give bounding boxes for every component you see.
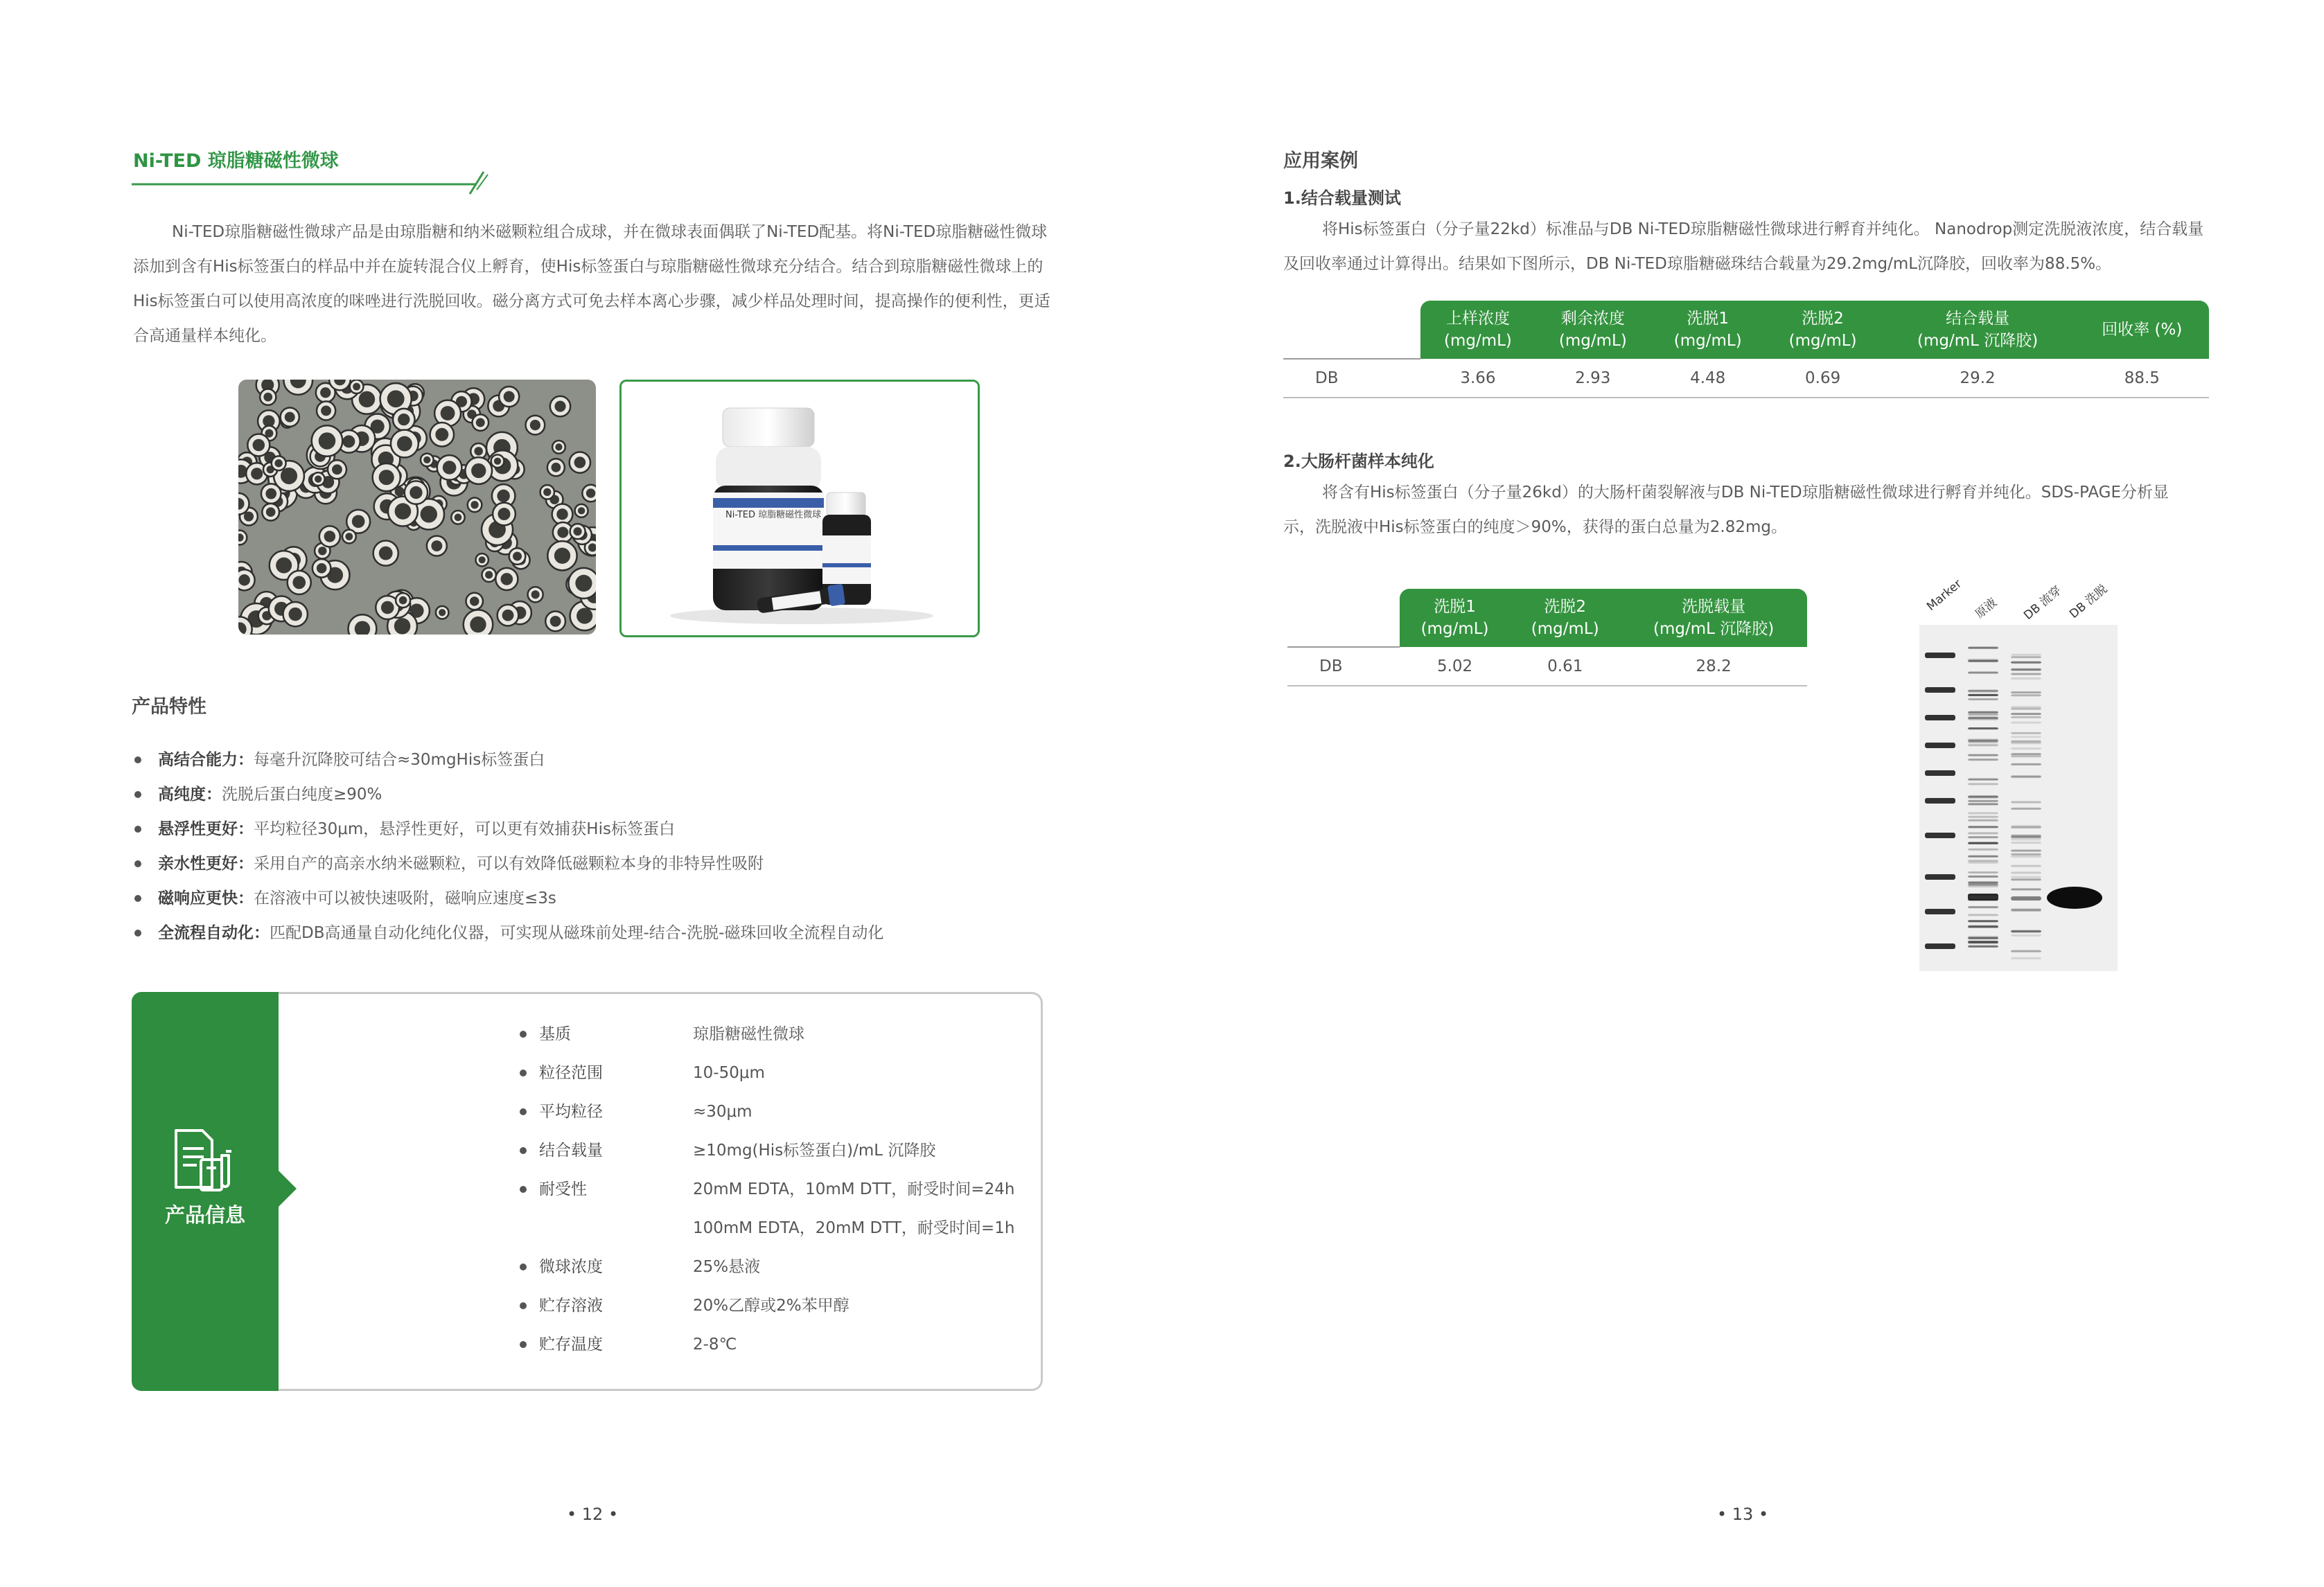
title-underline (132, 154, 492, 195)
col-header: 洗脱1 (mg/mL) (1400, 589, 1510, 647)
features-list (132, 743, 1060, 950)
table-corner (1287, 589, 1400, 647)
feature-item: 悬浮性更好：平均粒径30μm，悬浮性更好，可以更有效捕获His标签蛋白 (132, 812, 1060, 846)
col-header: 上样浓度 (mg/mL) (1420, 301, 1535, 359)
product-info-label: 产品信息 (164, 1203, 245, 1227)
section-title: Ni-TED 琼脂糖磁性微球 (133, 150, 339, 172)
feature-item: 高结合能力：每毫升沉降胶可结合≈30mgHis标签蛋白 (132, 743, 1060, 777)
reagent-bottles-image (622, 382, 978, 635)
col-header: 洗脱载量 (mg/mL 沉降胶) (1620, 589, 1807, 647)
feature-item: 全流程自动化：匹配DB高通量自动化纯化仪器，可实现从磁珠前处理-结合-洗脱-磁珠回收全流程自动化 (132, 916, 1060, 950)
bottle-label: Ni-TED 琼脂糖磁性微球 (725, 510, 822, 520)
page-number-right: • 13 • (1717, 1505, 1769, 1524)
microscope-image (238, 380, 596, 635)
col-header: 回收率 (%) (2075, 301, 2209, 359)
col-header: 洗脱2 (mg/mL) (1510, 589, 1620, 647)
page-number-left: • 12 • (567, 1505, 619, 1524)
table-row: DB 5.02 0.61 28.2 (1287, 647, 1807, 686)
gel-lane-label: DB 流穿 (2021, 583, 2065, 623)
table-row: DB 3.66 2.93 4.48 0.69 29.2 88.5 (1283, 359, 2209, 398)
feature-item: 磁响应更快：在溶液中可以被快速吸附，磁响应速度≤3s (132, 881, 1060, 916)
gel-lane-label: 原液 (1973, 595, 2000, 621)
case1-heading: 1.结合载量测试 (1283, 188, 1401, 208)
binding-capacity-table (1283, 301, 2209, 398)
product-photo (619, 380, 980, 637)
sds-page-gel-image (1919, 625, 2118, 971)
col-header: 剩余浓度 (mg/mL) (1535, 301, 1650, 359)
feature-item: 亲水性更好：采用自产的高亲水纳米磁颗粒，可以有效降低磁颗粒本身的非特异性吸附 (132, 846, 1060, 881)
col-header: 结合载量 (mg/mL 沉降胶) (1881, 301, 2075, 359)
applications-title: 应用案例 (1283, 150, 1358, 172)
table-corner (1283, 301, 1420, 359)
col-header: 洗脱2 (mg/mL) (1766, 301, 1881, 359)
case1-text: 将His标签蛋白（分子量22kd）标准品与DB Ni-TED琼脂糖磁性微球进行孵育并纯化。 Nanodrop测定洗脱液浓度，结合载量及回收率通过计算得出。结果如下图所示，DB Ni-TED琼脂糖磁珠结合载量为29.2mg/mL沉降胶，回收率为88.5%。 (1283, 220, 2204, 273)
gel-lane-label: DB 洗脱 (2067, 582, 2111, 621)
features-title: 产品特性 (132, 696, 206, 718)
intro-paragraph: Ni-TED琼脂糖磁性微球产品是由琼脂糖和纳米磁颗粒组合成球，并在微球表面偶联了Ni-TED配基。将Ni-TED琼脂糖磁性微球添加到含有His标签蛋白的样品中并在旋转混合仪上孵育，使His标签蛋白与琼脂糖磁性微球充分结合。结合到琼脂糖磁性微球上的His标签蛋白可以使用高浓度的咪唑进行洗脱回收。磁分离方式可免去样本离心步骤，减少样品处理时间，提高操作的便利性，更适合高通量样本纯化。 (133, 223, 1050, 345)
gel-lane-label: Marker (1924, 576, 1965, 614)
document-flask-icon (170, 1128, 240, 1197)
col-header: 洗脱1 (mg/mL) (1650, 301, 1766, 359)
case2-text: 将含有His标签蛋白（分子量26kd）的大肠杆菌裂解液与DB Ni-TED琼脂糖磁性微球进行孵育并纯化。SDS-PAGE分析显示，洗脱液中His标签蛋白的纯度＞90%，获得的蛋白总量为2.82mg。 (1283, 484, 2169, 536)
case2-heading: 2.大肠杆菌样本纯化 (1283, 452, 1434, 471)
product-info-panel (132, 992, 1045, 1391)
purification-table (1287, 589, 1807, 686)
spec-card: 基质 琼脂糖磁性微球 粒径范围 10-50μm 平均粒径 ≈30μm 结合载量 ≥10mg(His标签蛋白)/mL 沉降胶 耐受性 20mM EDTA，10mM DTT，耐受时间=24h 100mM EDTA，20mM DTT，耐受时间=1h 微球浓度 25%悬液 贮存溶液 20%乙醇或2%苯甲醇 贮存温度 2-8℃ (279, 992, 1043, 1391)
feature-item: 高纯度：洗脱后蛋白纯度≥90% (132, 777, 1060, 812)
